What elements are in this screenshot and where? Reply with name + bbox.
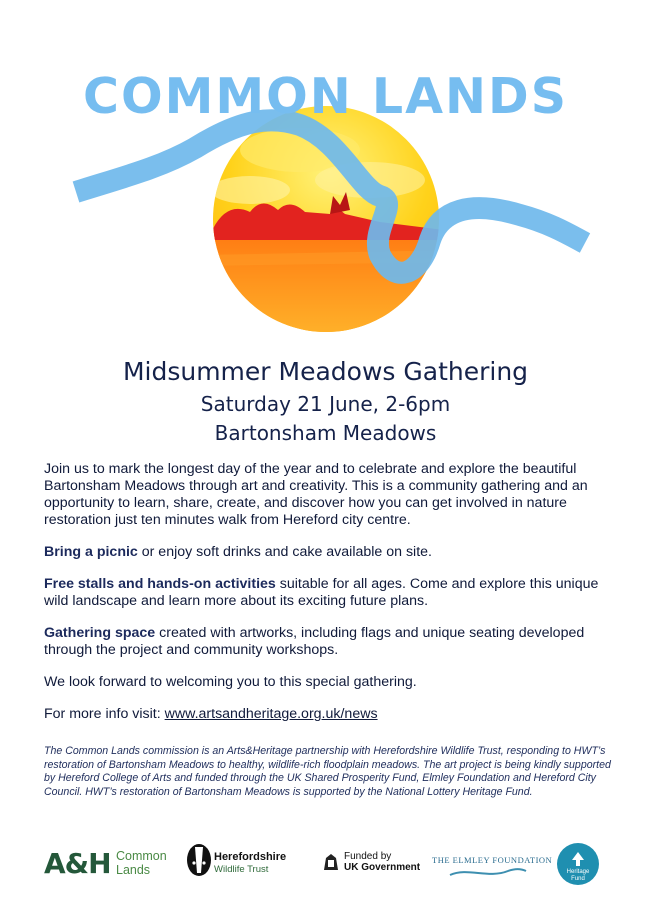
- info-paragraph: [44, 706, 619, 723]
- poster-title: COMMON LANDS: [83, 68, 568, 125]
- picnic-bold: Bring a picnic: [44, 544, 138, 560]
- picnic-paragraph: [44, 544, 619, 561]
- stalls-bold: Free stalls and hands-on activities: [44, 576, 276, 592]
- intro-paragraph: Join us to mark the longest day of the year and to celebrate and explore the beautiful Bartonsham Meadows through art and creativity. This is a community gathering and an opportunity to learn, share, create, and discover how you can get involved in nature restoration just ten minutes walk from Hereford city centre.: [44, 461, 588, 528]
- space-paragraph: [44, 625, 619, 659]
- ah-logo-line2: Lands: [116, 863, 151, 877]
- gov-logo-line2: UK Government: [344, 862, 421, 873]
- ah-logo-line1: Common: [116, 849, 167, 863]
- funding-footnote: The Common Lands commission is an Arts&Heritage partnership with Herefordshire Wildlife Trust, responding to HWT’s restoration of Bartonsham Meadows to healthy, wildlife-rich floodplain meadows. The art project is being kindly supported by Hereford College of Arts and funded through the UK Shared Prosperity Fund, Elmley Foundation and Hereford City Council. HWT’s restoration of Bartonsham Meadows is supported by the National Lottery Heritage Fund.: [44, 745, 611, 798]
- heritage-fund-line1: Heritage: [566, 869, 590, 875]
- info-link[interactable]: www.artsandheritage.org.uk/news: [164, 706, 378, 722]
- welcome-paragraph: We look forward to welcoming you to this special gathering.: [44, 674, 417, 690]
- heritage-fund-line2: Fund: [571, 876, 585, 882]
- ah-logo: A&H: [44, 847, 111, 880]
- heritage-fund-logo: [556, 842, 600, 886]
- elmley-wave-icon: [448, 865, 528, 879]
- stalls-paragraph: [44, 576, 619, 610]
- stalls-text: suitable for all ages. Come and explore this unique wild landscape and learn more about its exciting future plans.: [44, 576, 599, 609]
- event-date-time: Saturday 21 June, 2-6pm: [200, 392, 451, 416]
- badger-icon: [186, 843, 212, 877]
- event-description: [44, 461, 619, 738]
- partner-logos: [0, 835, 651, 885]
- gov-logo-line1: Funded by: [344, 851, 392, 862]
- info-label: For more info visit:: [44, 706, 165, 722]
- space-text: created with artworks, including flags and unique seating developed through the project and community workshops.: [44, 625, 585, 658]
- hwt-logo-name: Herefordshire: [214, 851, 287, 863]
- elmley-logo: THE ELMLEY FOUNDATION: [432, 855, 553, 865]
- hero-illustration: [0, 0, 651, 350]
- hwt-logo-subtitle: Wildlife Trust: [214, 864, 269, 875]
- event-location: Bartonsham Meadows: [214, 421, 437, 445]
- ah-logo-subtitle: [116, 849, 167, 877]
- event-name: Midsummer Meadows Gathering: [122, 357, 529, 386]
- royal-crest-icon: [322, 852, 340, 872]
- space-bold: Gathering space: [44, 625, 156, 641]
- picnic-text: or enjoy soft drinks and cake available on site.: [137, 544, 432, 560]
